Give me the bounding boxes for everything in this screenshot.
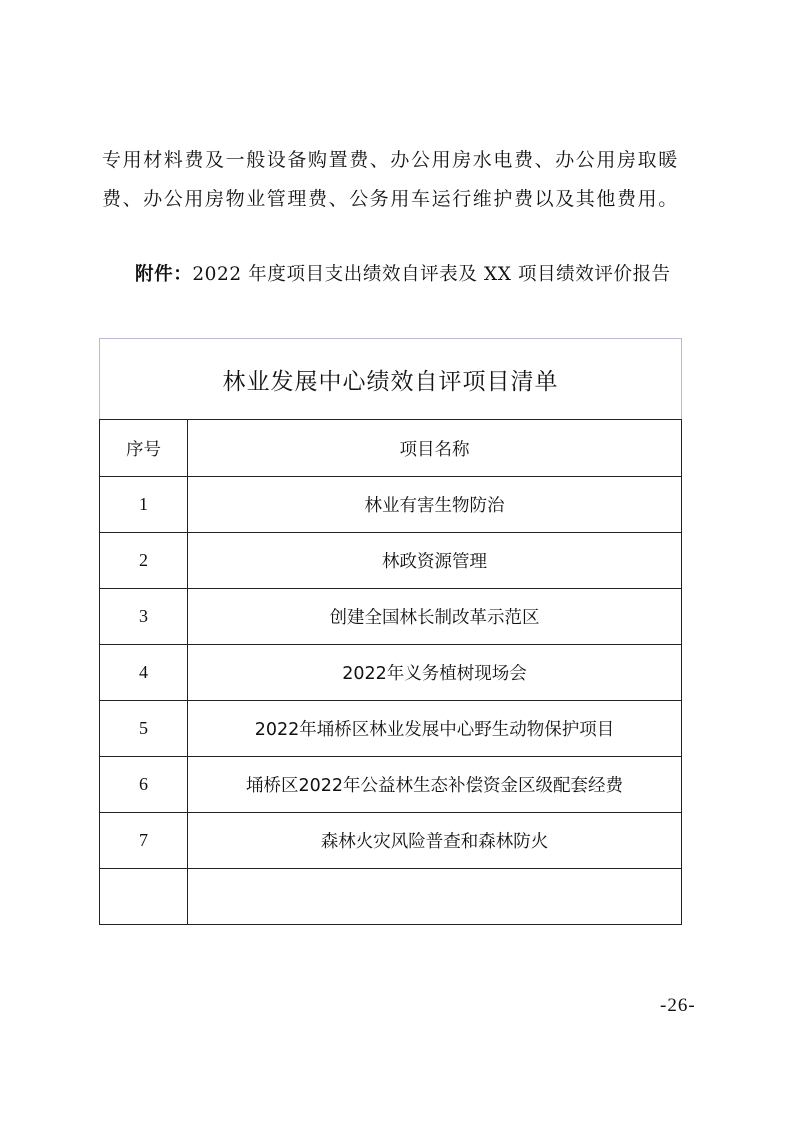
table-row — [100, 645, 682, 701]
row-name-cell — [188, 869, 682, 925]
row-seq-cell: 4 — [100, 645, 188, 701]
row-seq-cell: 7 — [100, 813, 188, 869]
row-seq-cell: 3 — [100, 589, 188, 645]
attachment-label: 附件： — [135, 264, 193, 285]
attachment-line — [135, 260, 671, 290]
page-number: -26- — [660, 995, 696, 1016]
row-name-cell: 林业有害生物防治 — [188, 477, 682, 533]
table-row — [100, 589, 682, 645]
row-seq-cell: 1 — [100, 477, 188, 533]
row-name-cell: 创建全国林长制改革示范区 — [188, 589, 682, 645]
row-name-cell: 林政资源管理 — [188, 533, 682, 589]
row-name-cell: 2022年埇桥区林业发展中心野生动物保护项目 — [188, 701, 682, 757]
row-seq-cell: 6 — [100, 757, 188, 813]
table-row — [100, 757, 682, 813]
row-name-cell: 2022年义务植树现场会 — [188, 645, 682, 701]
table-row — [100, 701, 682, 757]
row-name-cell: 森林火灾风险普查和森林防火 — [188, 813, 682, 869]
body-paragraph-line-1: 专用材料费及一般设备购置费、办公用房水电费、办公用房取暖 — [102, 149, 679, 171]
table-header-row — [100, 420, 682, 477]
table-row-empty — [100, 869, 682, 925]
row-name-cell: 埇桥区2022年公益林生态补偿资金区级配套经费 — [188, 757, 682, 813]
column-header-seq: 序号 — [100, 420, 188, 477]
table-row — [100, 477, 682, 533]
table-title: 林业发展中心绩效自评项目清单 — [100, 339, 682, 420]
row-seq-cell: 5 — [100, 701, 188, 757]
row-seq-cell: 2 — [100, 533, 188, 589]
column-header-name: 项目名称 — [188, 420, 682, 477]
row-seq-cell — [100, 869, 188, 925]
table-row — [100, 533, 682, 589]
table-row — [100, 813, 682, 869]
project-list-table — [99, 338, 682, 925]
attachment-text: 2022 年度项目支出绩效自评表及 XX 项目绩效评价报告 — [192, 264, 671, 285]
body-paragraph-line-2: 费、办公用房物业管理费、公务用车运行维护费以及其他费用。 — [102, 188, 679, 210]
